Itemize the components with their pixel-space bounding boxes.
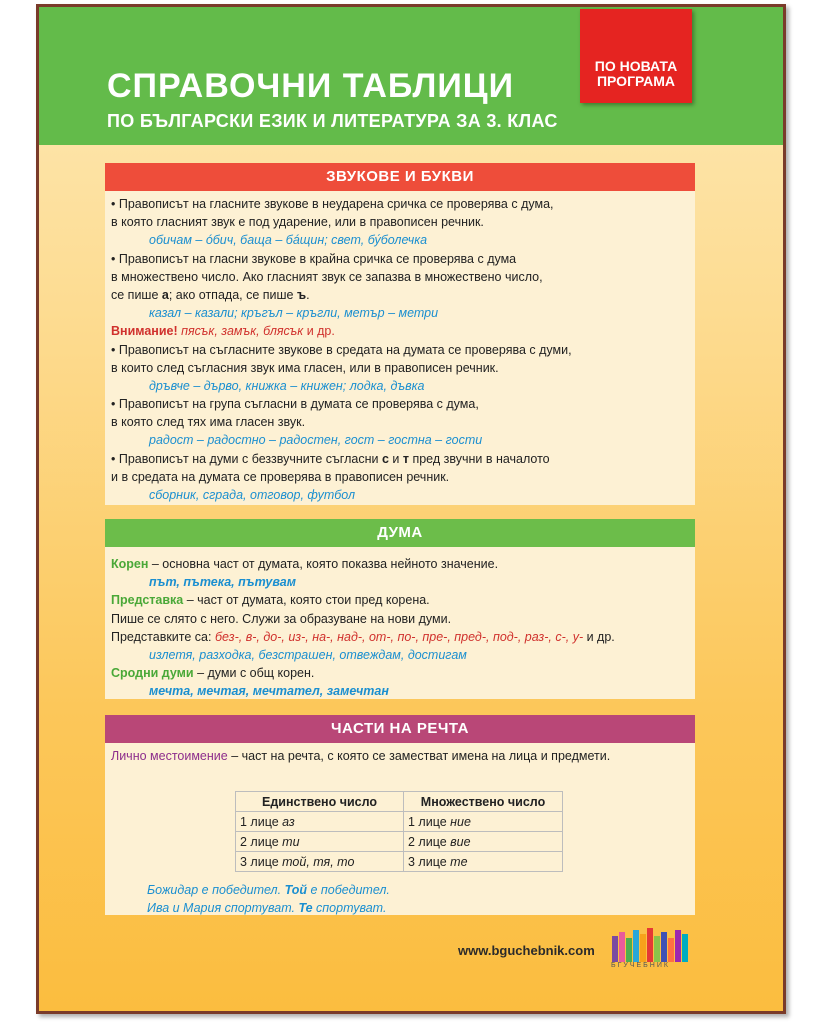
root-example: път, пътека, пътувам [149, 575, 296, 590]
pronoun-example-1 [147, 881, 390, 899]
table-cell [404, 812, 563, 832]
page-subtitle: ПО БЪЛГАРСКИ ЕЗИК И ЛИТЕРАТУРА ЗА 3. КЛАС [107, 111, 558, 131]
rule-2-text: се пише [111, 287, 162, 302]
header-banner [39, 7, 783, 145]
table-cell [236, 852, 404, 872]
page-title: СПРАВОЧНИ ТАБЛИЦИ [107, 67, 515, 105]
prefix-definition: – част от думата, която стои пред корена. [183, 593, 430, 608]
pronoun-word: той, тя, то [282, 854, 355, 869]
table-header-singular: Единствено число [236, 792, 404, 812]
pronoun-word: те [450, 854, 468, 869]
prefix-list-intro: Представките са: [111, 629, 215, 644]
rule-3-line-b: в които след съгласния звук има гласен, или в правописен речник. [111, 360, 499, 375]
warning-line [111, 322, 689, 340]
sounds-section [105, 163, 695, 505]
root-line [111, 555, 689, 573]
parts-content [105, 743, 695, 765]
table-row [236, 832, 563, 852]
root-label: Корен [111, 557, 149, 571]
prefix-line [111, 591, 689, 609]
prefix-list: без-, в-, до-, из-, на-, над-, от-, по-, пре-, пред-, под-, раз-, с-, у- [214, 629, 584, 644]
badge-line-1: ПО НОВАТА [594, 58, 678, 74]
table-row [236, 812, 563, 832]
rule-3-example: дръвче – дърво, книжка – книжен; лодка, дъвка [149, 378, 425, 393]
prefix-example: излетя, разходка, безстрашен, отвеждам, достигам [149, 647, 467, 662]
example-pronoun: Той [284, 883, 307, 897]
rule-5-line-a [111, 450, 689, 468]
word-content [105, 547, 695, 701]
person-label: 2 лице [240, 834, 283, 849]
pronoun-word: ти [282, 834, 300, 849]
letter-s: с [381, 451, 389, 466]
rule-2-line-c [111, 286, 689, 304]
rule-2-text-mid: ; ако отпада, се пише [168, 287, 297, 302]
sounds-heading: ЗВУКОВЕ И БУКВИ [105, 163, 695, 191]
poster [36, 4, 786, 1014]
table-cell [404, 832, 563, 852]
rule-1-line-b: в която гласният звук е под ударение, или в правописен речник. [111, 215, 484, 230]
parts-heading: ЧАСТИ НА РЕЧТА [105, 715, 695, 743]
warning-words: пясък, замък, блясък [177, 324, 307, 339]
example-text-end: спортуват. [312, 901, 387, 916]
sounds-content [105, 191, 695, 504]
letter-t: т [402, 451, 409, 466]
prefix-line-3 [111, 628, 689, 646]
table-row [236, 852, 563, 872]
person-label: 3 лице [408, 854, 451, 869]
table-cell [236, 832, 404, 852]
rule-5-example: сборник, сграда, отговор, футбол [149, 488, 356, 502]
rule-4-line-b: в която след тях има гласен звук. [111, 415, 306, 430]
example-text: Ива и Мария спортуват. [147, 901, 299, 916]
badge-line-2: ПРОГРАМА [596, 73, 676, 89]
letter-a: а [161, 287, 169, 302]
person-label: 2 лице [408, 834, 451, 849]
table-cell [404, 852, 563, 872]
word-heading: ДУМА [105, 519, 695, 547]
rule-2-line-a: • Правописът на гласни звукове в крайна сричка се проверява с дума [111, 251, 517, 266]
table-header-plural: Множествено число [404, 792, 563, 812]
logo-text: БГУЧЕБНИК [611, 962, 670, 969]
pronoun-examples [147, 881, 390, 917]
rule-5-and: и [388, 451, 403, 466]
example-text-end: е победител. [307, 883, 390, 897]
rule-5-text-end: пред звучни в началото [408, 451, 550, 466]
pronoun-example-2 [147, 899, 390, 917]
rule-5-line-b: и в средата на думата се проверява в правописен речник. [111, 469, 450, 484]
warning-label: Внимание! [111, 324, 178, 339]
word-section [105, 519, 695, 699]
new-program-badge [580, 9, 692, 103]
rule-2-text-end: . [306, 287, 310, 302]
rule-4-example: радост – радостно – радостен, гост – гостна – гости [149, 433, 483, 448]
website-link[interactable]: www.bguchebnik.com [458, 943, 595, 958]
kin-label: Сродни думи [111, 666, 194, 681]
pronoun-word: аз [282, 814, 295, 829]
kin-line [111, 664, 689, 682]
root-definition: – основна част от думата, която показва нейното значение. [148, 557, 499, 571]
person-label: 3 лице [240, 854, 283, 869]
rule-2-line-b: в множествено число. Ако гласният звук се запазва в множествено число, [111, 269, 543, 284]
parts-section [105, 715, 695, 915]
pronoun-label: Лично местоимение [111, 749, 228, 763]
rule-1-example: обичам – óбич, баща – бáщин; свет, бу́болечка [149, 233, 428, 248]
example-text: Божидар е победител. [147, 883, 285, 897]
rule-3-line-a: • Правописът на съгласните звукове в средата на думата се проверява с думи, [111, 342, 572, 357]
kin-example: мечта, мечтая, мечтател, замечтан [149, 684, 389, 699]
prefix-list-end: и др. [583, 629, 615, 644]
example-pronoun: Те [298, 901, 313, 916]
kin-definition: – думи с общ корен. [193, 666, 315, 681]
table-cell [236, 812, 404, 832]
pronoun-table [235, 791, 563, 872]
pronoun-definition: – част на речта, с която се заместват имена на лица и предмети. [227, 749, 611, 763]
pronoun-line [111, 747, 689, 765]
rule-4-line-a: • Правописът на група съгласни в думата се проверява с дума, [111, 397, 479, 412]
pronoun-word: ние [450, 814, 471, 829]
rule-5-text: • Правописът на думи с беззвучните съгласни [111, 451, 382, 466]
rule-1-line-a: • Правописът на гласните звукове в неударена сричка се проверява с дума, [111, 197, 554, 211]
warning-end: и др. [306, 324, 335, 339]
person-label: 1 лице [408, 814, 451, 829]
letter-yer: ъ [296, 287, 307, 302]
prefix-line-2: Пише се слято с него. Служи за образуване на нови думи. [111, 611, 452, 626]
pronoun-word: вие [450, 834, 471, 849]
prefix-label: Представка [111, 593, 184, 608]
rule-2-example: казал – казали; кръгъл – кръгли, метър – метри [149, 306, 439, 321]
person-label: 1 лице [240, 814, 283, 829]
